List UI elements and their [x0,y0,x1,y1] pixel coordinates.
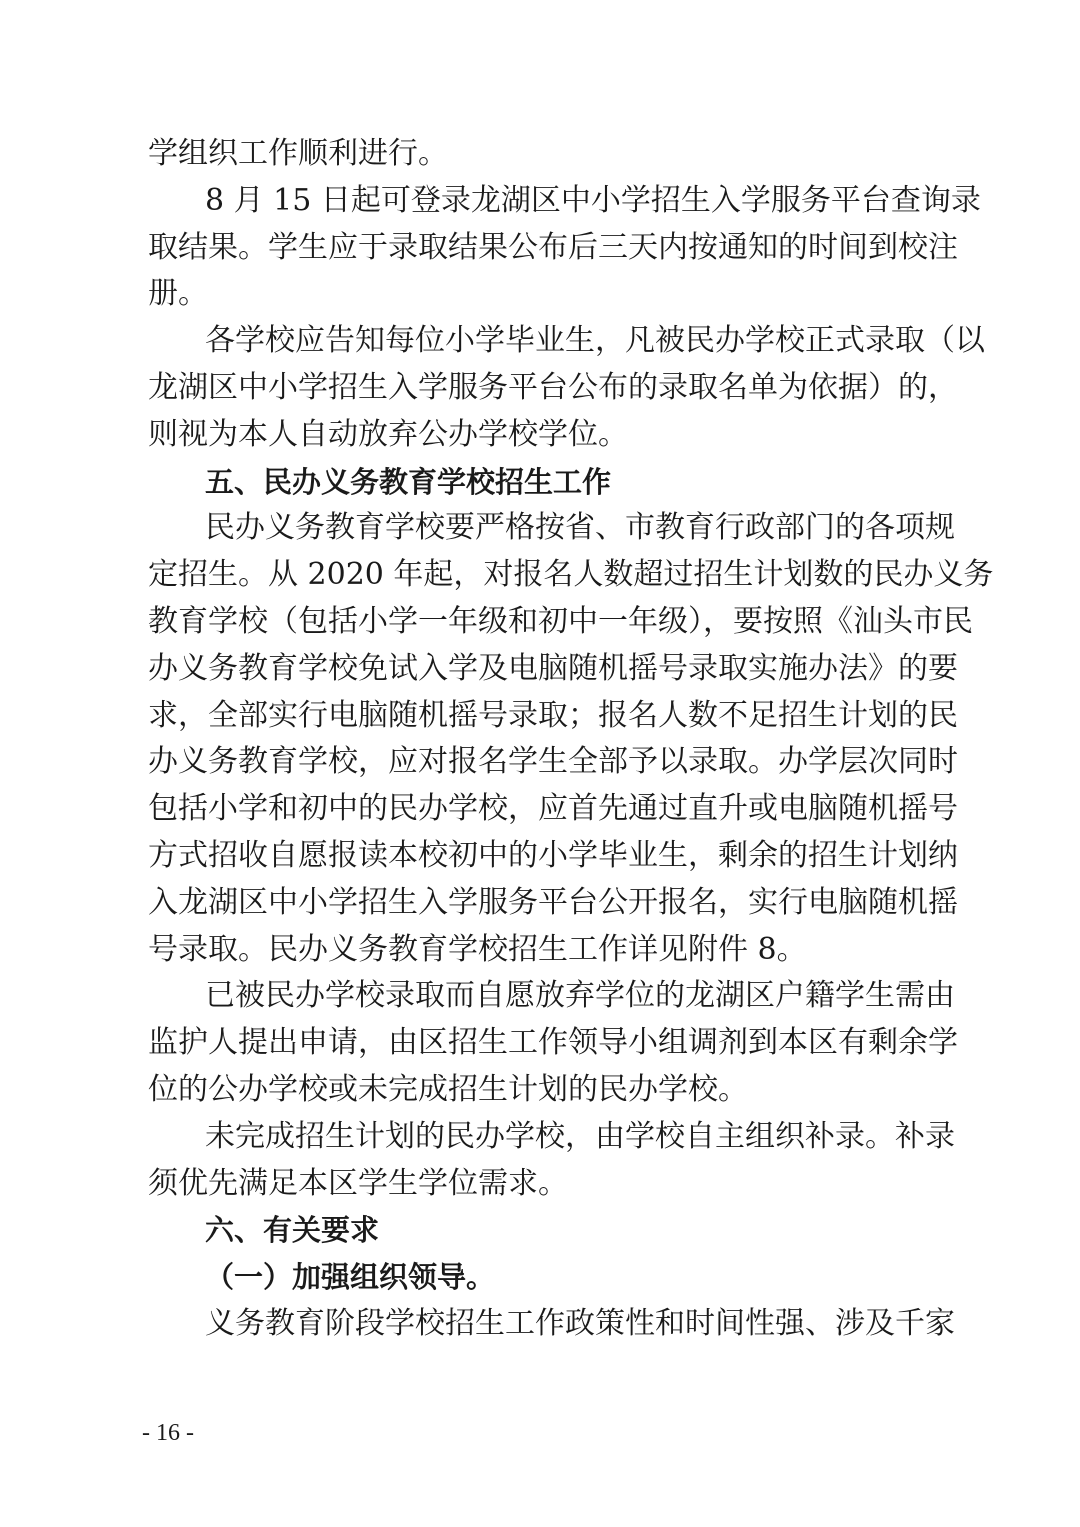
paragraph-line: 8 月 15 日起可登录龙湖区中小学招生入学服务平台查询录 [205,182,981,218]
paragraph-line: 办义务教育学校免试入学及电脑随机摇号录取实施办法》的要 [148,650,958,686]
paragraph-line: 入龙湖区中小学招生入学服务平台公开报名，实行电脑随机摇 [148,884,958,920]
paragraph-line: 教育学校（包括小学一年级和初中一年级），要按照《汕头市民 [148,604,973,639]
paragraph-line: 定招生。从 2020 年起，对报名人数超过招生计划数的民办义务 [148,557,994,593]
paragraph-line: 龙湖区中小学招生入学服务平台公布的录取名单为依据）的， [148,370,958,405]
paragraph-line: 求，全部实行电脑随机摇号录取；报名人数不足招生计划的民 [148,697,958,733]
paragraph-line: 义务教育阶段学校招生工作政策性和时间性强、涉及千家 [205,1306,955,1341]
page-number: - 16 - [142,1420,194,1446]
paragraph-line: 须优先满足本区学生学位需求。 [148,1165,568,1201]
paragraph-line: 监护人提出申请，由区招生工作领导小组调剂到本区有剩余学 [148,1025,958,1061]
paragraph-line: 办义务教育学校，应对报名学生全部予以录取。办学层次同时 [148,744,958,780]
paragraph-line: 位的公办学校或未完成招生计划的民办学校。 [148,1072,748,1107]
subsection-heading: （一）加强组织领导。 [205,1260,496,1295]
paragraph-line: 民办义务教育学校要严格按省、市教育行政部门的各项规 [205,510,955,546]
section-heading: 五、民办义务教育学校招生工作 [205,464,612,499]
paragraph-line: 取结果。学生应于录取结果公布后三天内按通知的时间到校注 [148,229,958,265]
paragraph-line: 学组织工作顺利进行。 [148,136,448,171]
paragraph-line: 各学校应告知每位小学毕业生，凡被民办学校正式录取（以 [205,323,985,359]
paragraph-line: 包括小学和初中的民办学校，应首先通过直升或电脑随机摇号 [148,791,958,827]
paragraph-line: 方式招收自愿报读本校初中的小学毕业生，剩余的招生计划纳 [148,838,958,873]
paragraph-line: 未完成招生计划的民办学校，由学校自主组织补录。补录 [205,1118,955,1154]
paragraph-line: 号录取。民办义务教育学校招生工作详见附件 8。 [148,931,807,967]
paragraph-line: 已被民办学校录取而自愿放弃学位的龙湖区户籍学生需由 [205,978,955,1014]
section-heading: 六、有关要求 [205,1213,380,1248]
paragraph-line: 则视为本人自动放弃公办学校学位。 [148,416,628,452]
paragraph-line: 册。 [148,276,208,312]
